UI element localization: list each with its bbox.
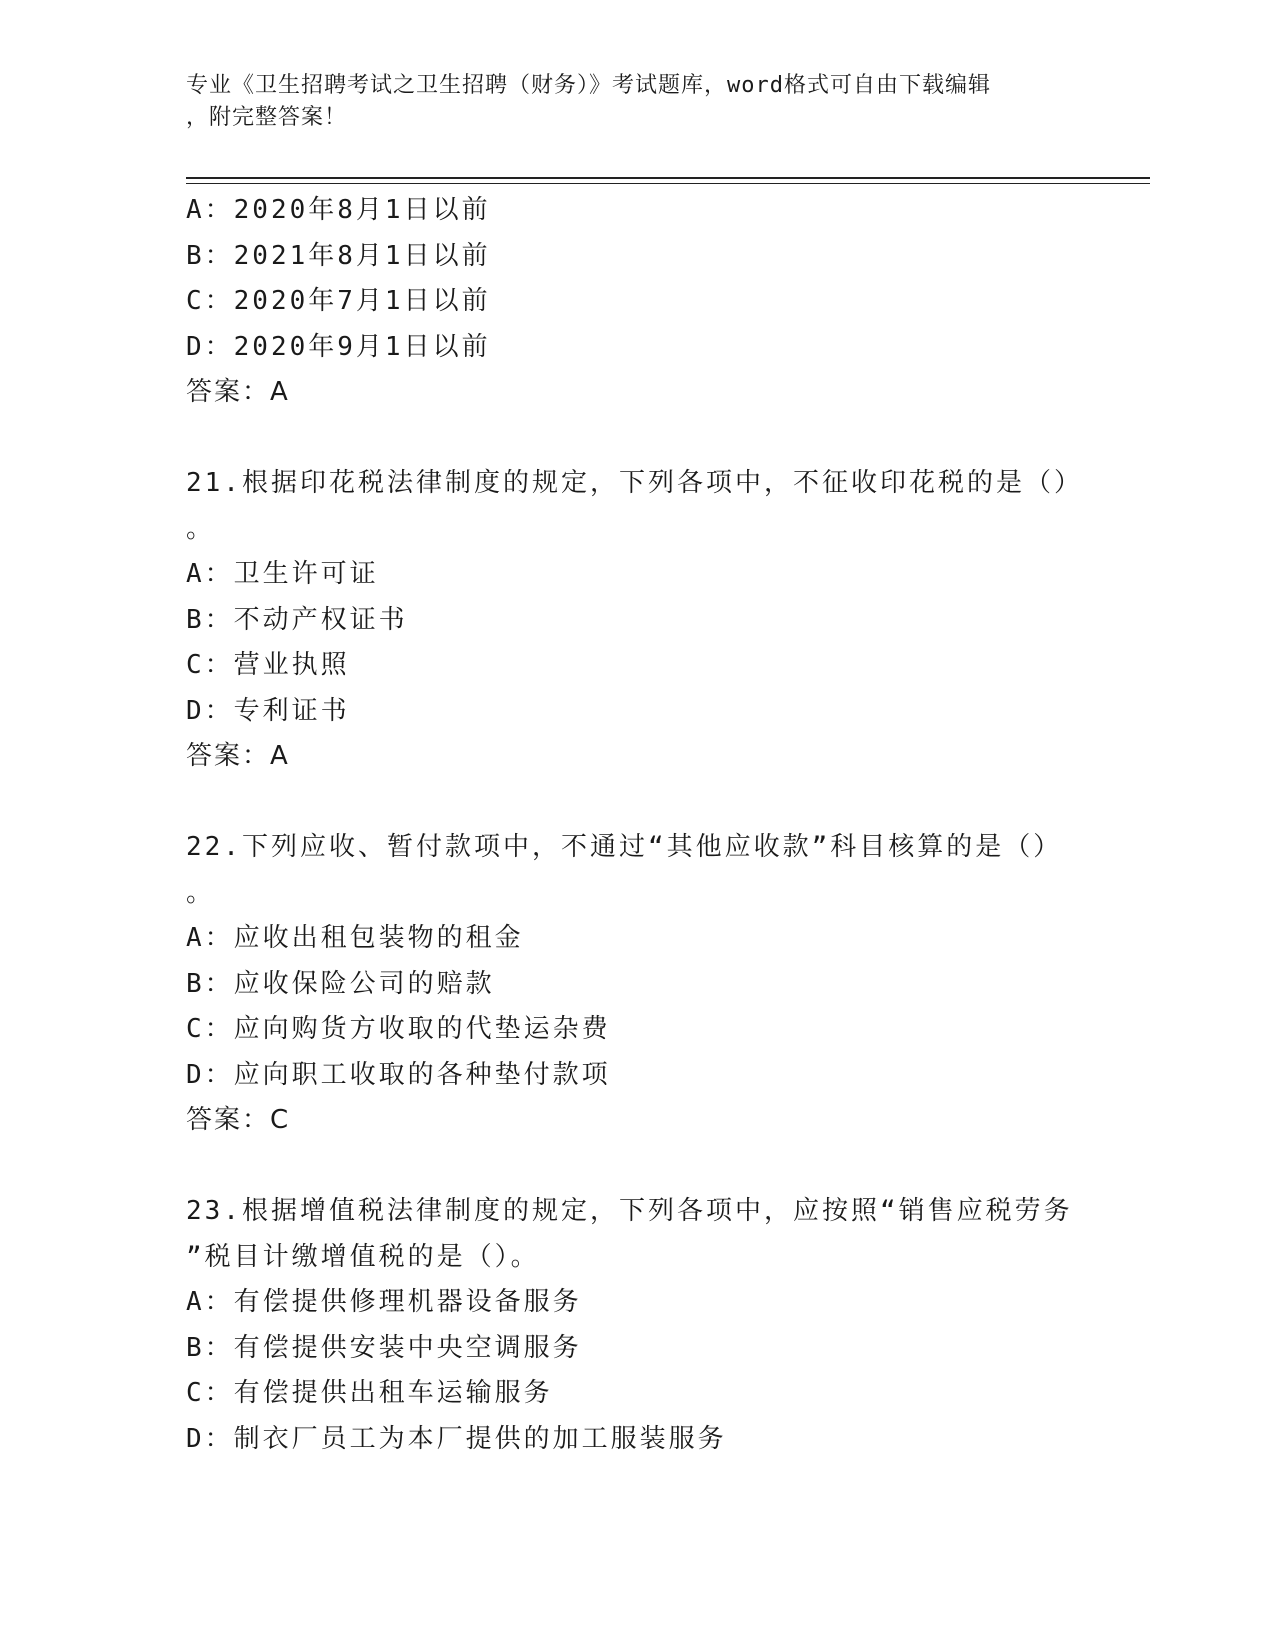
question-stem-line-1: 23.根据增值税法律制度的规定，下列各项中，应按照“销售应税劳务 — [186, 1196, 1073, 1226]
question-block-23 — [186, 1189, 1086, 1462]
option-d: D：2020年9月1日以前 — [186, 331, 491, 362]
option-b: B：不动产权证书 — [186, 604, 408, 635]
question-block-previous — [186, 188, 1086, 416]
spacer — [186, 780, 1086, 826]
header-rule-thin — [186, 183, 1150, 184]
option-a: A：卫生许可证 — [186, 559, 379, 589]
option-a: A：2020年8月1日以前 — [186, 195, 491, 225]
option-c: C：应向购货方收取的代垫运杂费 — [186, 1014, 611, 1044]
answer-text: 答案：A — [186, 377, 290, 407]
question-stem-line-2: ”税目计缴增值税的是（）。 — [186, 1241, 540, 1272]
option-a: A：应收出租包装物的租金 — [186, 923, 524, 953]
question-block-22 — [186, 825, 1086, 1144]
option-c: C：2020年7月1日以前 — [186, 286, 491, 316]
option-c: C：有偿提供出租车运输服务 — [186, 1378, 553, 1408]
option-d: D：应向职工收取的各种垫付款项 — [186, 1059, 611, 1090]
question-stem-line-1: 21.根据印花税法律制度的规定，下列各项中，不征收印花税的是（） — [186, 468, 1083, 498]
option-c: C：营业执照 — [186, 650, 350, 680]
question-stem-line-2: 。 — [186, 513, 216, 544]
spacer — [186, 416, 1086, 462]
question-stem-line-2: 。 — [186, 877, 216, 908]
option-b: B：应收保险公司的赔款 — [186, 968, 495, 999]
document-header — [186, 70, 1066, 134]
header-line-1: 专业《卫生招聘考试之卫生招聘（财务）》考试题库，word格式可自由下载编辑 — [186, 73, 991, 98]
header-rule-thick — [186, 177, 1150, 179]
option-b: B：有偿提供安装中央空调服务 — [186, 1332, 582, 1363]
option-b: B：2021年8月1日以前 — [186, 240, 491, 271]
option-a: A：有偿提供修理机器设备服务 — [186, 1287, 582, 1317]
question-list — [186, 188, 1086, 1462]
question-block-21 — [186, 461, 1086, 780]
question-stem-line-1: 22.下列应收、暂付款项中，不通过“其他应收款”科目核算的是（） — [186, 832, 1063, 862]
answer-text: 答案：A — [186, 741, 290, 771]
header-line-2: ，附完整答案！ — [186, 105, 348, 130]
option-d: D：专利证书 — [186, 695, 350, 726]
answer-text: 答案：C — [186, 1105, 291, 1135]
option-d: D：制衣厂员工为本厂提供的加工服装服务 — [186, 1423, 727, 1454]
spacer — [186, 1144, 1086, 1190]
